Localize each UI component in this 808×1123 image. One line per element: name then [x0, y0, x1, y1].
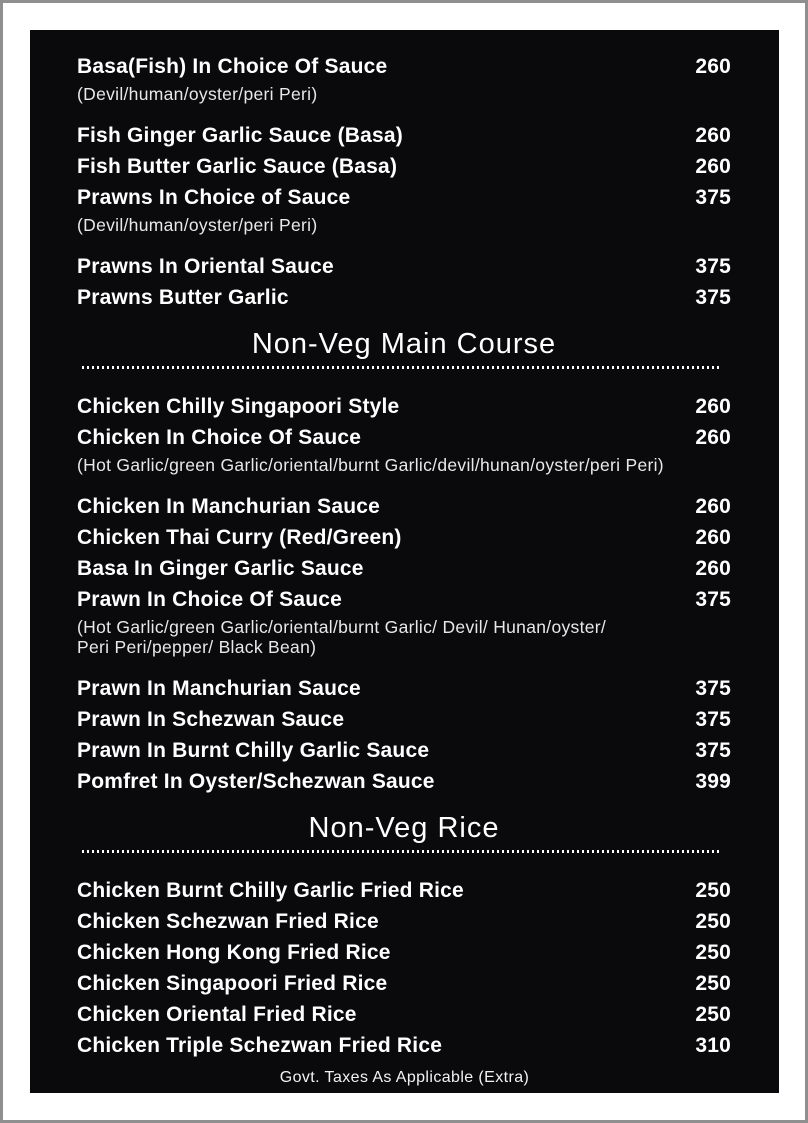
menu-item-row	[77, 968, 731, 999]
footer-note: Govt. Taxes As Applicable (Extra)	[279, 1069, 530, 1086]
item-name: Chicken Schezwan Fried Rice	[77, 910, 379, 933]
item-name: Chicken Chilly Singapoori Style	[77, 395, 400, 418]
section-heading: Non-Veg Rice	[308, 812, 500, 844]
menu-item-row	[77, 282, 731, 313]
item-price: 260	[695, 395, 731, 418]
item-note-line-2: Peri Peri/pepper/ Black Bean)	[77, 637, 317, 657]
item-note: (Hot Garlic/green Garlic/oriental/burnt Garlic/devil/hunan/oyster/peri Peri)	[77, 455, 664, 475]
item-price: 260	[695, 495, 731, 518]
item-name: Chicken Hong Kong Fried Rice	[77, 941, 391, 964]
item-name: Prawns Butter Garlic	[77, 286, 289, 309]
item-name: Prawn In Schezwan Sauce	[77, 708, 345, 731]
item-name: Prawns In Oriental Sauce	[77, 255, 334, 278]
dotted-divider	[82, 850, 722, 853]
item-note: (Devil/human/oyster/peri Peri)	[77, 215, 318, 235]
menu-item-row	[77, 553, 731, 584]
menu-item-row	[77, 999, 731, 1030]
menu-item-row	[77, 673, 731, 704]
item-price: 260	[695, 526, 731, 549]
item-price: 260	[695, 557, 731, 580]
item-name: Chicken Triple Schezwan Fried Rice	[77, 1034, 443, 1057]
menu-section-seafood	[77, 51, 731, 313]
item-name: Basa In Ginger Garlic Sauce	[77, 557, 364, 580]
menu-item-row	[77, 151, 731, 182]
item-price: 260	[695, 426, 731, 449]
item-price: 250	[695, 879, 731, 902]
item-name: Prawn In Manchurian Sauce	[77, 677, 361, 700]
menu-item-row	[77, 766, 731, 797]
item-price: 260	[695, 155, 731, 178]
menu-panel	[30, 30, 779, 1093]
menu-item-row	[77, 182, 731, 213]
menu-item-row	[77, 1030, 731, 1061]
section-heading: Non-Veg Main Course	[251, 328, 557, 360]
item-name: Chicken In Manchurian Sauce	[77, 495, 380, 518]
menu-item-row	[77, 875, 731, 906]
item-name: Pomfret In Oyster/Schezwan Sauce	[77, 770, 435, 793]
item-price: 375	[695, 255, 731, 278]
item-price: 250	[695, 1003, 731, 1026]
dotted-divider	[82, 366, 722, 369]
menu-item-row	[77, 251, 731, 282]
item-note-line-1: (Hot Garlic/green Garlic/oriental/burnt Garlic/ Devil/ Hunan/oyster/	[77, 617, 607, 637]
item-note	[77, 617, 731, 657]
item-price: 260	[695, 124, 731, 147]
menu-item-row	[77, 522, 731, 553]
menu-item-row	[77, 51, 731, 82]
item-price: 375	[695, 708, 731, 731]
menu-item-row	[77, 584, 731, 615]
item-note: (Devil/human/oyster/peri Peri)	[77, 84, 318, 104]
menu-section-rice	[77, 810, 731, 1061]
item-name: Chicken Burnt Chilly Garlic Fried Rice	[77, 879, 464, 902]
menu-item-row	[77, 422, 731, 453]
item-name: Prawns In Choice of Sauce	[77, 186, 351, 209]
item-price: 310	[695, 1034, 731, 1057]
item-name: Fish Butter Garlic Sauce (Basa)	[77, 155, 398, 178]
item-price: 250	[695, 972, 731, 995]
item-name: Prawn In Burnt Chilly Garlic Sauce	[77, 739, 430, 762]
item-price: 375	[695, 739, 731, 762]
item-price: 375	[695, 186, 731, 209]
item-price: 260	[695, 55, 731, 78]
item-name: Chicken Thai Curry (Red/Green)	[77, 526, 402, 549]
item-price: 250	[695, 910, 731, 933]
menu-section-main-course	[77, 326, 731, 797]
item-name: Basa(Fish) In Choice Of Sauce	[77, 55, 388, 78]
item-price: 399	[695, 770, 731, 793]
menu-item-row	[77, 120, 731, 151]
menu-item-row	[77, 937, 731, 968]
item-price: 375	[695, 286, 731, 309]
item-name: Chicken In Choice Of Sauce	[77, 426, 362, 449]
menu-item-row	[77, 391, 731, 422]
item-name: Prawn In Choice Of Sauce	[77, 588, 343, 611]
item-name: Chicken Singapoori Fried Rice	[77, 972, 388, 995]
menu-item-row	[77, 735, 731, 766]
item-name: Fish Ginger Garlic Sauce (Basa)	[77, 124, 403, 147]
item-name: Chicken Oriental Fried Rice	[77, 1003, 357, 1026]
item-price: 250	[695, 941, 731, 964]
item-price: 375	[695, 588, 731, 611]
item-price: 375	[695, 677, 731, 700]
menu-item-row	[77, 704, 731, 735]
menu-item-row	[77, 491, 731, 522]
menu-item-row	[77, 906, 731, 937]
